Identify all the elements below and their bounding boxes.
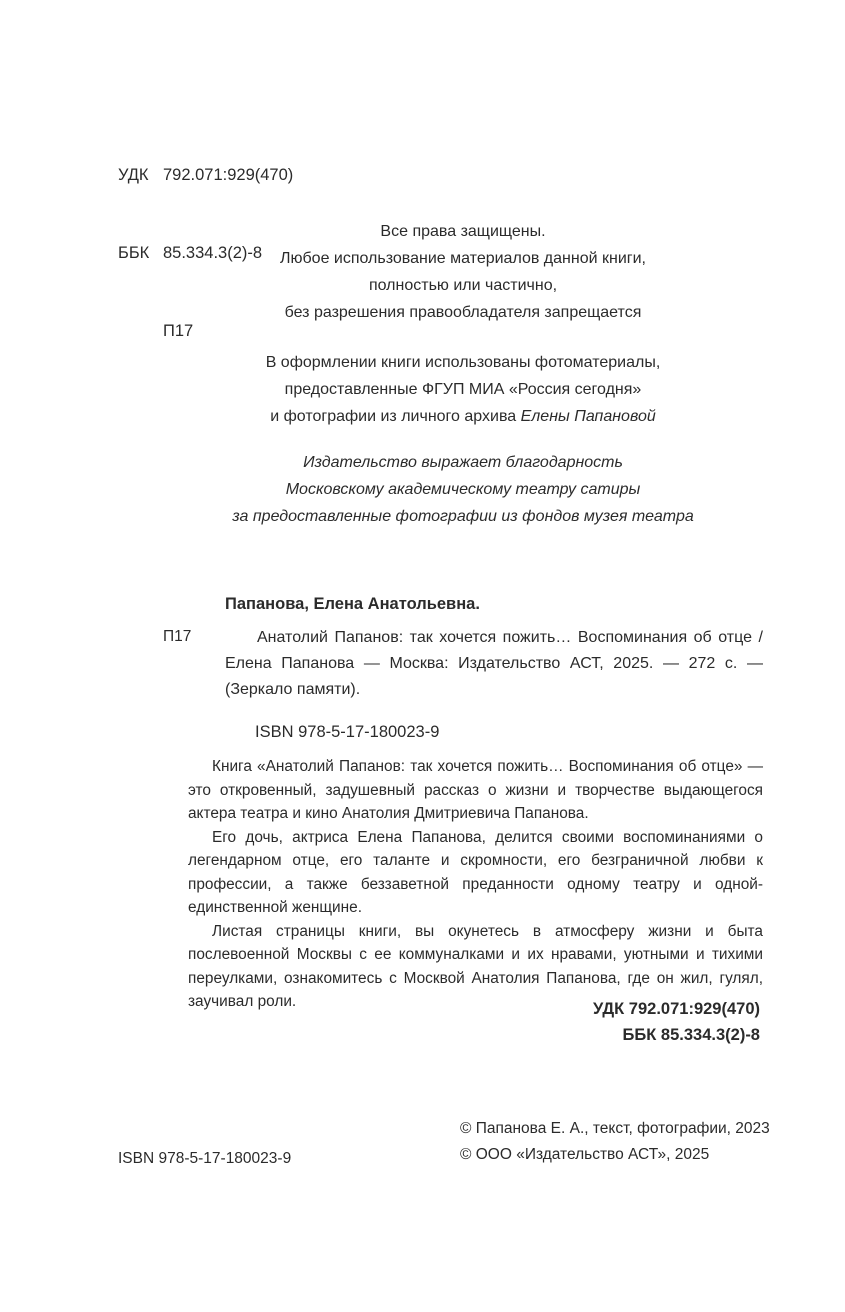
acknowledgement-line-3: за предоставленные фотографии из фондов музея театра: [232, 508, 694, 525]
footer-isbn: ISBN 978-5-17-180023-9: [118, 1150, 292, 1167]
biblio-author: Папанова, Елена Анатольевна.: [225, 595, 480, 613]
shelf-mark-value: П17: [163, 322, 194, 340]
acknowledgement: [113, 449, 813, 530]
biblio-signature: П17: [163, 628, 192, 645]
acknowledgement-line-2: Московскому академическому театру сатиры: [285, 481, 641, 498]
bibliographic-record: [163, 592, 763, 744]
copyright-publisher: © ООО «Издательство АСТ», 2025: [460, 1146, 710, 1163]
bbc-bottom: ББК 85.334.3(2)-8: [622, 1026, 760, 1044]
annotation-paragraph-1: Книга «Анатолий Папанов: так хочется пожить… Воспоминания об отце» — это откровенный, задушевный рассказ о жизни и творчестве выдающегося актера театра и кино Анатолия Дмитриевича Папанова.: [188, 758, 763, 822]
photo-credit-archive-owner: Елены Папановой: [520, 408, 656, 425]
udc-value: 792.071:929(470): [163, 166, 294, 184]
rights-notice: [113, 218, 813, 326]
annotation-paragraph-3: Листая страницы книги, вы окунетесь в атмосферу жизни и быта послевоенной Москвы с ее коммуналками и их нравами, уютными и тихими переулками, ознакомитесь с Москвой Анатолия Папанова, где он жил, гулял, заучивал роли.: [188, 922, 763, 1010]
page-footer: [0, 1116, 845, 1186]
biblio-description: Анатолий Папанов: так хочется пожить… Воспоминания об отце / Елена Папанова — Москва: Издательство АСТ, 2025. — 272 с. — (Зеркало памяти).: [225, 629, 763, 698]
udc-row-top: [118, 162, 293, 188]
rights-line-1: Все права защищены.: [380, 223, 546, 240]
copyright-author: © Папанова Е. А., текст, фотографии, 2023: [460, 1120, 770, 1137]
photo-credit-line-2: предоставленные ФГУП МИА «Россия сегодня»: [284, 381, 642, 398]
rights-line-2: Любое использование материалов данной книги,: [280, 250, 646, 267]
photo-credits: [113, 349, 813, 430]
photo-credit-line-1: В оформлении книги использованы фотоматериалы,: [265, 354, 661, 371]
classification-codes-bottom: [593, 996, 760, 1048]
photo-credit-line-3: [113, 403, 813, 430]
udc-label: УДК: [118, 166, 149, 184]
biblio-isbn: ISBN 978-5-17-180023-9: [255, 723, 440, 741]
udc-bottom: УДК 792.071:929(470): [592, 1000, 760, 1018]
annotation-paragraph-2: Его дочь, актриса Елена Папанова, делится своими воспоминаниями о легендарном отце, его таланте и скромности, его безграничной любви к профессии, а также беззаветной преданности одному театру и одной-единственной женщине.: [188, 828, 763, 916]
rights-line-4: без разрешения правообладателя запрещается: [284, 304, 642, 321]
bbc-label: ББК: [118, 244, 150, 262]
photo-credit-prefix: и фотографии из личного архива: [270, 408, 521, 425]
annotation-block: [188, 755, 763, 1014]
acknowledgement-line-1: Издательство выражает благодарность: [303, 454, 623, 471]
footer-copyright: [460, 1116, 770, 1168]
biblio-body: [225, 592, 763, 744]
rights-line-3: полностью или частично,: [368, 277, 558, 294]
bbc-value: 85.334.3(2)-8: [163, 244, 263, 262]
